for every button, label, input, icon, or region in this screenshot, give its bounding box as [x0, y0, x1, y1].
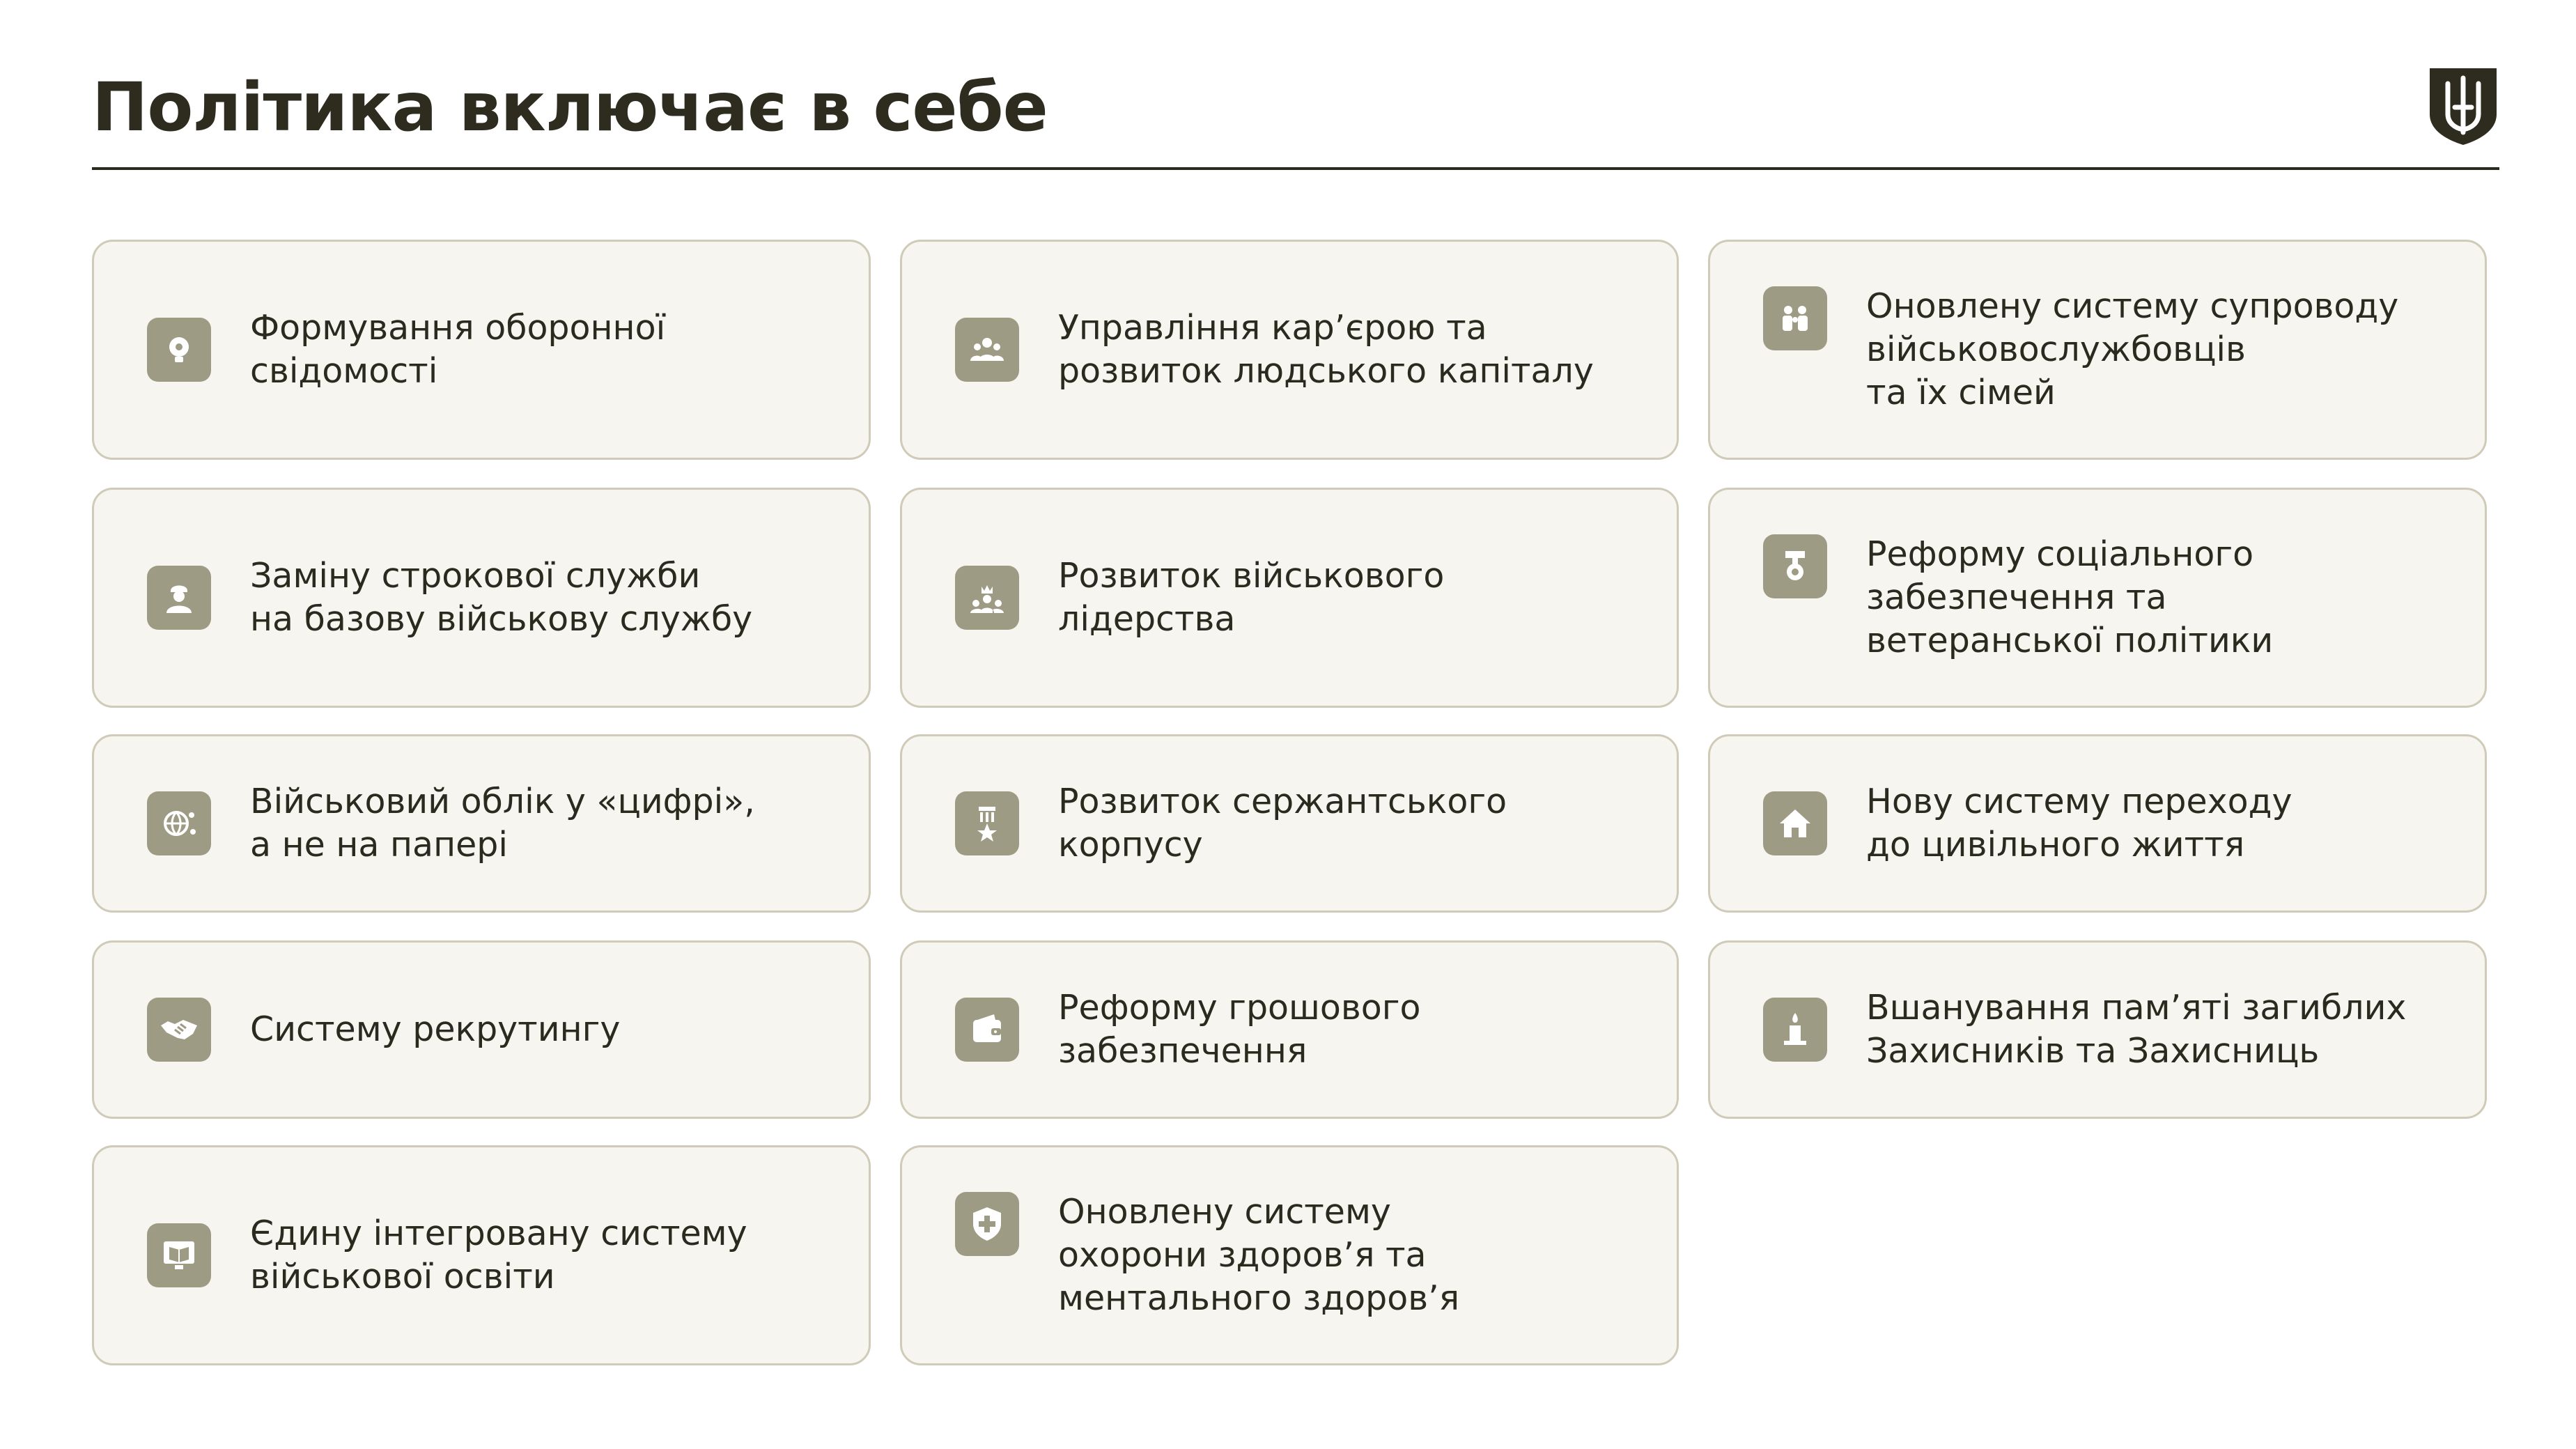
veteran-medal-icon: [1763, 534, 1827, 598]
card-social-security: [1708, 488, 2487, 708]
card-label: Військовий облік у «цифрі», а не на папері: [250, 782, 755, 865]
health-shield-icon: [955, 1192, 1019, 1256]
card-label: Єдину інтегровану систему військової освіти: [250, 1214, 747, 1296]
card-recruiting: [92, 940, 871, 1119]
card-career-management: [900, 240, 1679, 460]
card-health-system: [900, 1145, 1679, 1365]
card-sergeant-corps: [900, 734, 1679, 913]
card-label: Реформу грошового забезпечення: [1058, 988, 1421, 1071]
family-icon: [1763, 286, 1827, 350]
card-label: Систему рекрутингу: [250, 1009, 621, 1049]
home-icon: [1763, 791, 1827, 855]
sergeant-badge-icon: [955, 791, 1019, 855]
card-label: Оновлену систему супроводу військовослужбовців та їх сімей: [1866, 286, 2399, 412]
card-service-replacement: [92, 488, 871, 708]
handshake-icon: [147, 998, 211, 1062]
card-label: Формування оборонної свідомості: [250, 308, 666, 391]
card-label: Розвиток військового лідерства: [1058, 556, 1445, 639]
card-label: Оновлену систему охорони здоров’я та ментального здоров’я: [1058, 1192, 1460, 1318]
card-military-leadership: [900, 488, 1679, 708]
card-label: Нову систему переходу до цивільного життя: [1866, 782, 2292, 865]
soldier-icon: [147, 566, 211, 630]
header-divider: [92, 167, 2499, 170]
digital-globe-icon: [147, 791, 211, 855]
card-family-support: [1708, 240, 2487, 460]
bulb-head-icon: [147, 318, 211, 382]
card-pay-reform: [900, 940, 1679, 1119]
card-label: Реформу соціального забезпечення та ветеранської політики: [1866, 534, 2274, 660]
wallet-icon: [955, 998, 1019, 1062]
card-memorial: [1708, 940, 2487, 1119]
card-digital-registry: [92, 734, 871, 913]
card-label: Заміну строкової служби на базову військову службу: [250, 556, 753, 639]
card-civilian-transition: [1708, 734, 2487, 913]
ministry-emblem-icon: [2427, 65, 2499, 146]
book-screen-icon: [147, 1223, 211, 1287]
card-label: Вшанування пам’яті загиблих Захисників та Захисниць: [1866, 988, 2407, 1071]
leader-crown-icon: [955, 566, 1019, 630]
card-label: Управління кар’єрою та розвиток людського капіталу: [1058, 308, 1594, 391]
page-title: Політика включає в себе: [92, 68, 1048, 146]
people-group-icon: [955, 318, 1019, 382]
candle-icon: [1763, 998, 1827, 1062]
card-label: Розвиток сержантського корпусу: [1058, 782, 1507, 865]
card-defense-awareness: [92, 240, 871, 460]
card-military-education: [92, 1145, 871, 1365]
